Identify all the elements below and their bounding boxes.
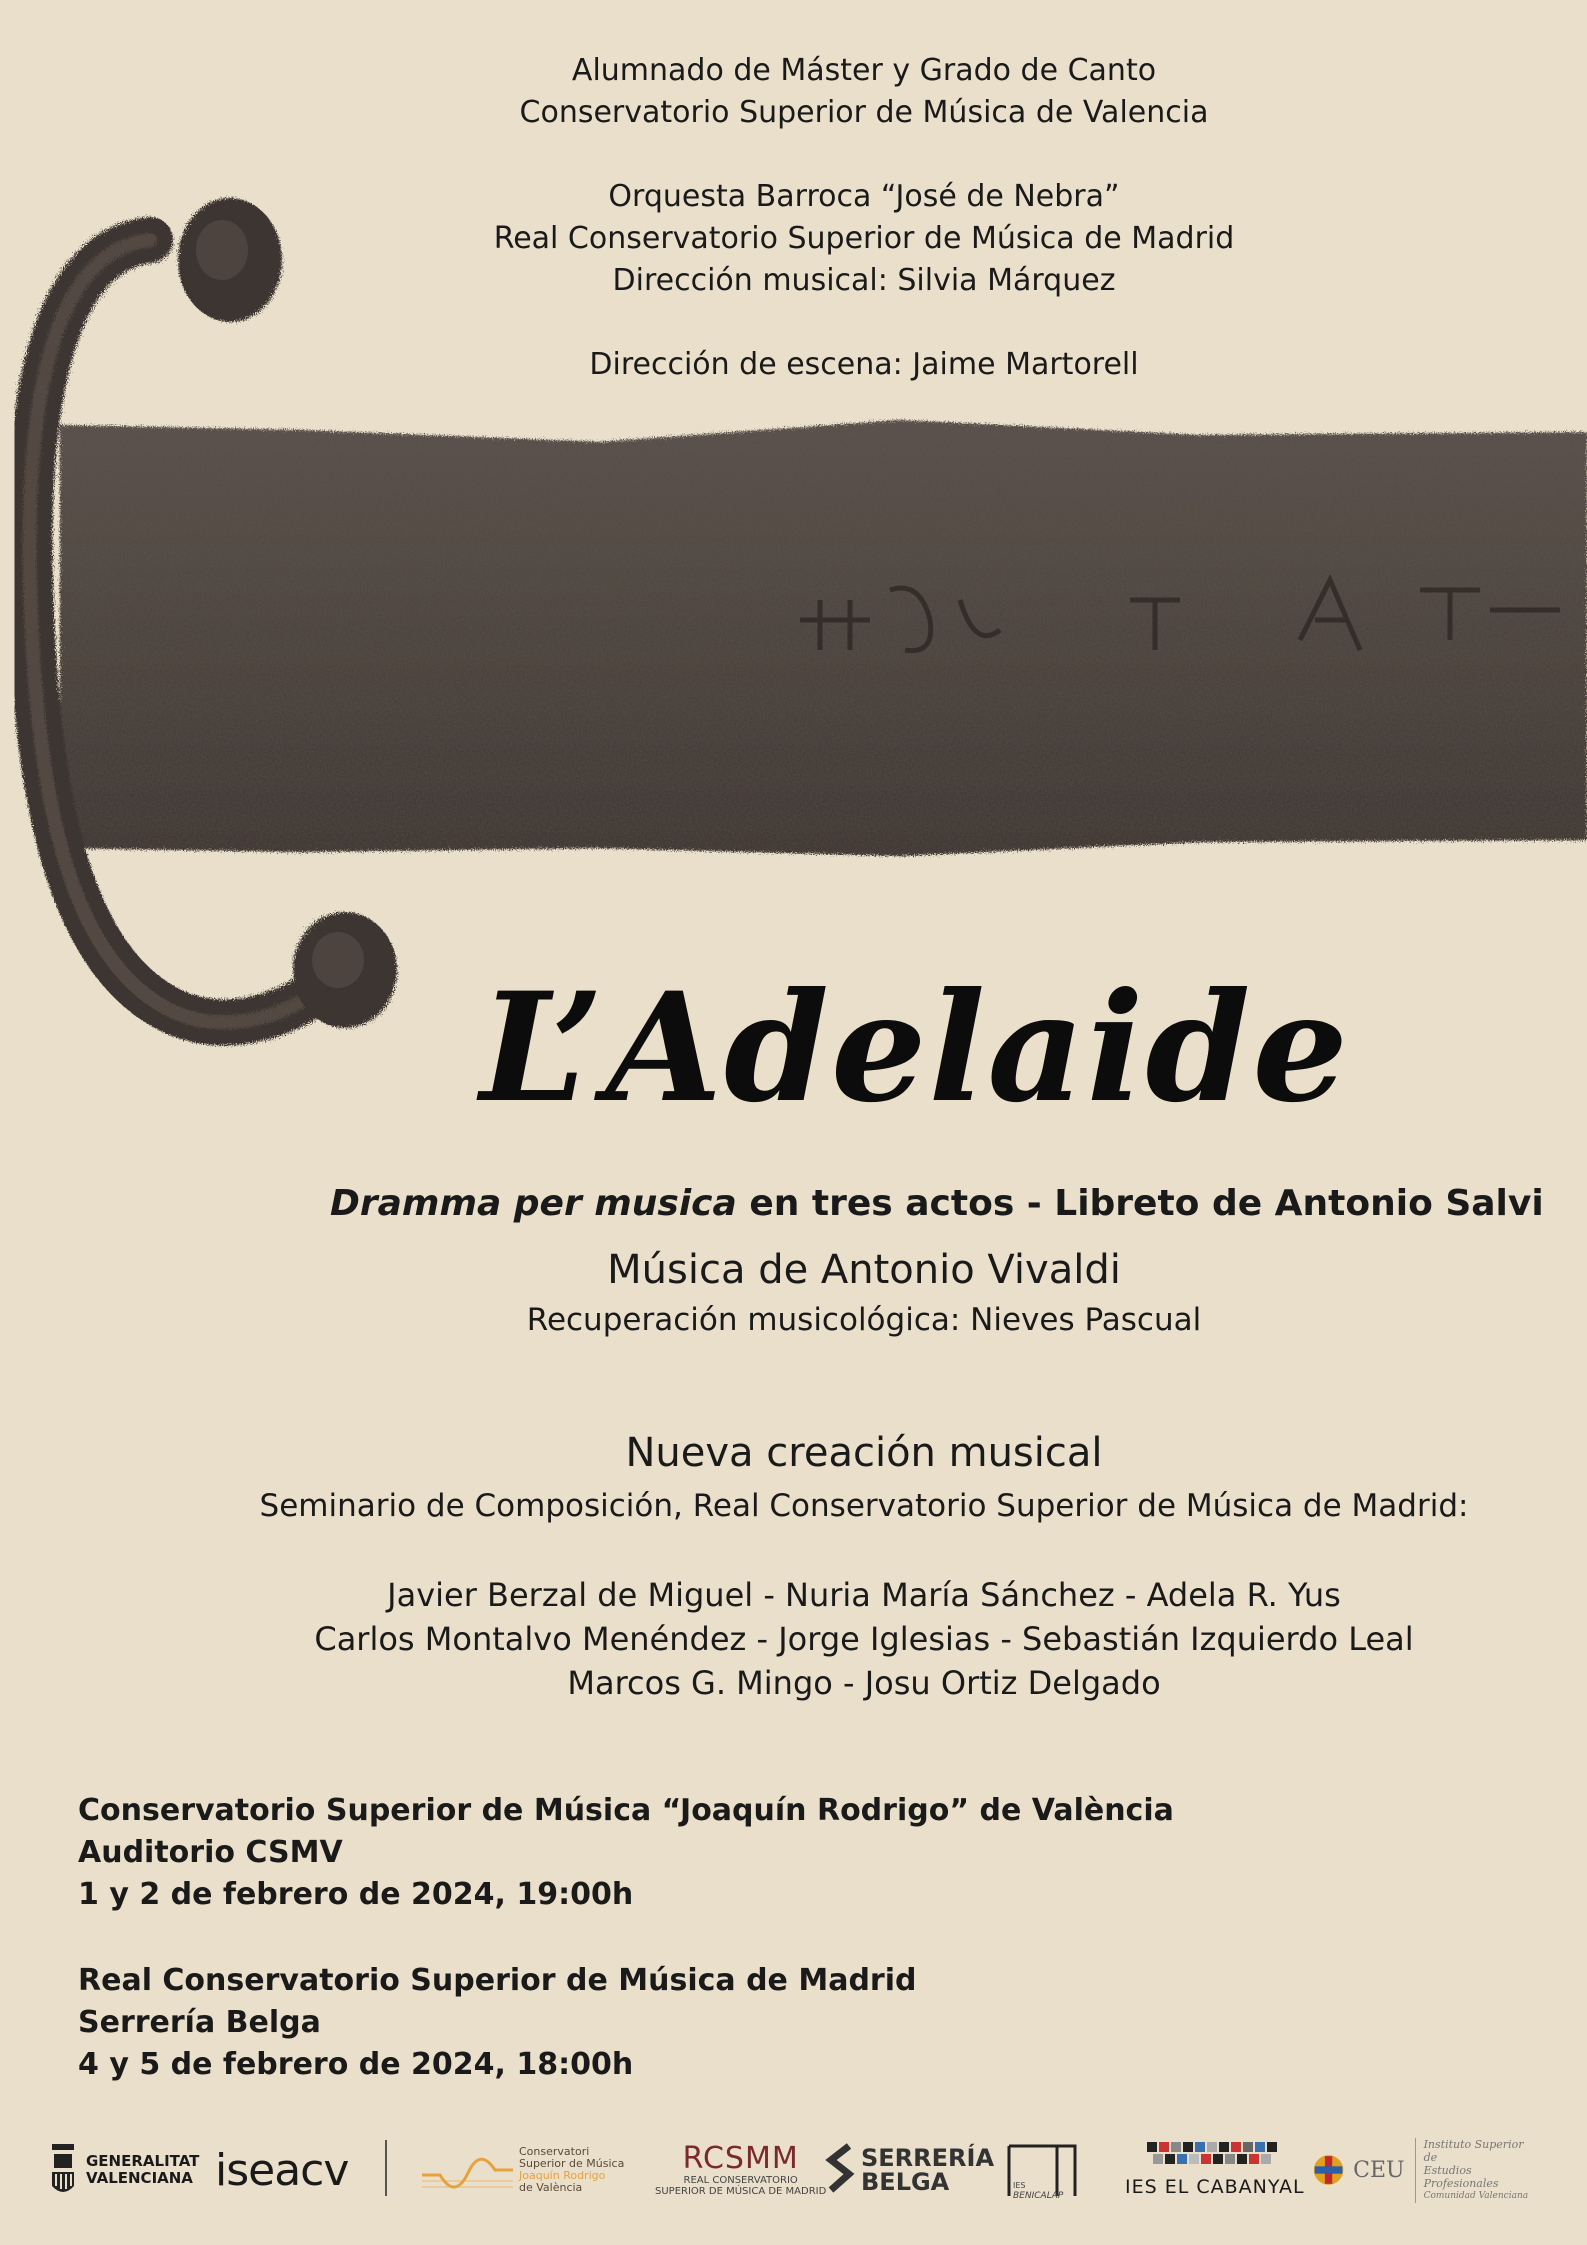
rcsmm-sub: REAL CONSERVATORIO bbox=[683, 2175, 798, 2186]
csmv-wave-icon bbox=[420, 2145, 515, 2195]
csmv-logo bbox=[420, 2130, 624, 2210]
venue-valencia bbox=[78, 1790, 1174, 1916]
venue-dates: 1 y 2 de febrero de 2024, 19:00h bbox=[78, 1877, 634, 1912]
seminar-line: Seminario de Composición, Real Conservatorio Superior de Música de Madrid: bbox=[259, 1488, 1469, 1524]
credits-line: Dirección musical: Silvia Márquez bbox=[612, 263, 1116, 298]
subtitle-rest: en tres actos - Libreto de Antonio Salvi bbox=[736, 1183, 1544, 1224]
serreria-belga-logo bbox=[825, 2130, 994, 2210]
ceu-sub: Instituto Superior de bbox=[1423, 2137, 1524, 2164]
ceu-logo bbox=[1312, 2130, 1540, 2210]
logo-divider bbox=[385, 2140, 387, 2196]
serreria-text: BELGA bbox=[861, 2168, 950, 2196]
ies-el-cabanyal-logo bbox=[1125, 2130, 1305, 2210]
cabanyal-text: IES EL CABANYAL bbox=[1125, 2176, 1305, 2198]
gva-text: VALENCIANA bbox=[86, 2169, 193, 2187]
venue-hall: Serrería Belga bbox=[78, 2005, 321, 2040]
serreria-text: SERRERÍA bbox=[861, 2144, 995, 2172]
composers-list bbox=[0, 1573, 1587, 1705]
composers-line: Marcos G. Mingo - Josu Ortiz Delgado bbox=[567, 1664, 1161, 1702]
gva-emblem-icon bbox=[50, 2142, 76, 2198]
opera-title: L’Adelaide bbox=[480, 960, 1350, 1136]
venue-name: Real Conservatorio Superior de Música de Madrid bbox=[78, 1963, 917, 1998]
iseacv-logo: iseacv bbox=[215, 2144, 349, 2196]
credits-line: Real Conservatorio Superior de Música de Madrid bbox=[493, 221, 1235, 256]
rcsmm-text: RCSMM bbox=[682, 2141, 799, 2176]
new-creation-heading: Nueva creación musical bbox=[625, 1430, 1103, 1476]
cabanyal-checker-icon bbox=[1147, 2142, 1283, 2172]
composers-line: Javier Berzal de Miguel - Nuria María Sánchez - Adela R. Yus bbox=[387, 1576, 1341, 1614]
ceu-sub: Comunidad Valenciana bbox=[1423, 2190, 1529, 2201]
credits-line: Orquesta Barroca “José de Nebra” bbox=[608, 179, 1120, 214]
venue-hall: Auditorio CSMV bbox=[78, 1835, 343, 1870]
csmv-text: de València bbox=[519, 2181, 583, 2194]
serreria-s-icon bbox=[825, 2140, 855, 2200]
rcsmm-sub: SUPERIOR DE MÚSICA DE MADRID bbox=[655, 2186, 827, 2197]
csmv-text: Joaquín Rodrigo bbox=[519, 2169, 606, 2182]
ceu-cross-icon bbox=[1312, 2152, 1345, 2188]
credits-line: Alumnado de Máster y Grado de Canto bbox=[571, 53, 1157, 88]
opera-subtitle bbox=[330, 1183, 1544, 1224]
recovery-line: Recuperación musicológica: Nieves Pascual bbox=[526, 1302, 1202, 1338]
venue-madrid bbox=[78, 1960, 916, 2086]
credits-line: Dirección de escena: Jaime Martorell bbox=[589, 347, 1139, 382]
composer-line: Música de Antonio Vivaldi bbox=[607, 1247, 1121, 1293]
benicalap-building-icon bbox=[1005, 2138, 1085, 2202]
credits-line: Conservatorio Superior de Música de Valencia bbox=[519, 95, 1209, 130]
generalitat-logo bbox=[50, 2130, 199, 2210]
bencalap-text: BENICALAP bbox=[1013, 2191, 1064, 2201]
subtitle-italic: Dramma per musica bbox=[330, 1183, 737, 1224]
csmv-text: Conservatori bbox=[519, 2145, 590, 2158]
rcsmm-logo bbox=[655, 2130, 826, 2210]
composers-line: Carlos Montalvo Menéndez - Jorge Iglesias - Sebastián Izquierdo Leal bbox=[314, 1620, 1414, 1658]
venue-dates: 4 y 5 de febrero de 2024, 18:00h bbox=[78, 2047, 634, 2082]
csmv-text: Superior de Música bbox=[519, 2157, 625, 2170]
gva-text: GENERALITAT bbox=[86, 2152, 200, 2170]
ceu-sub: Estudios Profesionales bbox=[1423, 2163, 1499, 2190]
ies-benicalap-logo bbox=[1005, 2130, 1085, 2210]
venue-name: Conservatorio Superior de Música “Joaquín Rodrigo” de València bbox=[78, 1793, 1174, 1828]
sponsor-logos bbox=[50, 2130, 1540, 2210]
bencalap-text: IES bbox=[1013, 2181, 1026, 2190]
ceu-text: CEU bbox=[1353, 2157, 1405, 2183]
